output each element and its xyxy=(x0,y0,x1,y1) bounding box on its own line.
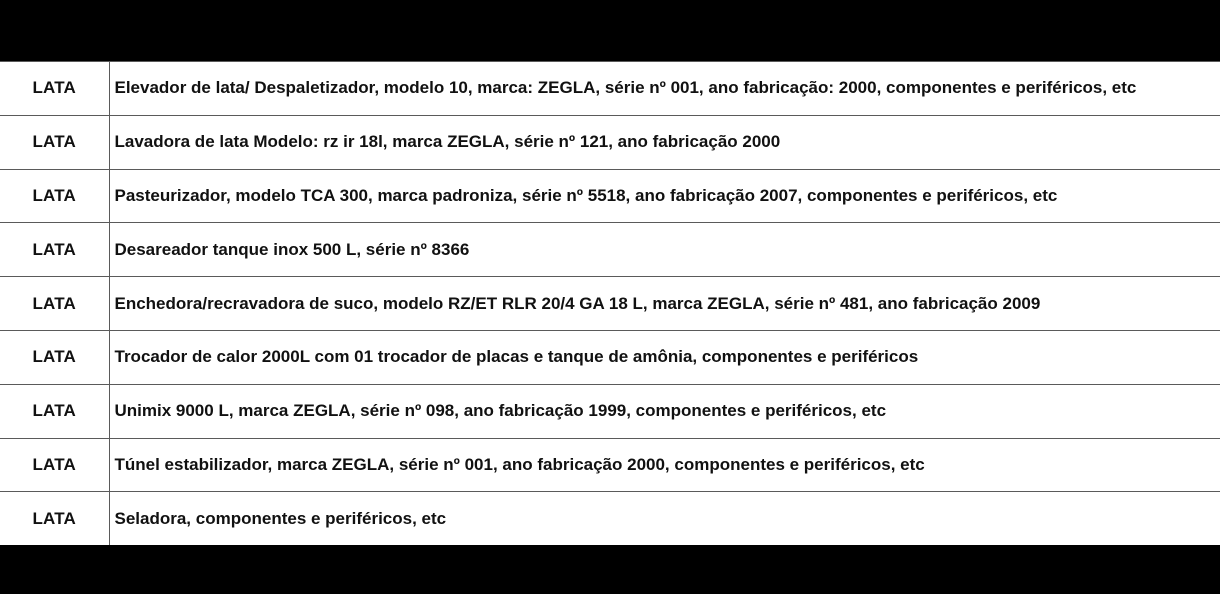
top-black-bar xyxy=(0,0,1220,61)
table-row xyxy=(0,223,1220,277)
table-row xyxy=(0,330,1220,384)
type-cell: LATA xyxy=(0,169,109,223)
table-row xyxy=(0,277,1220,331)
table-row xyxy=(0,115,1220,169)
equipment-table xyxy=(0,61,1220,545)
description-cell: Seladora, componentes e periféricos, etc xyxy=(114,509,447,529)
type-cell: LATA xyxy=(0,223,109,277)
equipment-table-sheet xyxy=(0,61,1220,545)
description-cell: Lavadora de lata Modelo: rz ir 18l, marca ZEGLA, série nº 121, ano fabricação 2000 xyxy=(109,115,1220,169)
type-cell: LATA xyxy=(0,62,109,116)
description-cell: Elevador de lata/ Despaletizador, modelo 10, marca: ZEGLA, série nº 001, ano fabricação: 2000, componentes e periféricos, etc xyxy=(109,62,1220,116)
table-row xyxy=(0,492,1220,545)
type-cell: LATA xyxy=(0,115,109,169)
description-cell: Enchedora/recravadora de suco, modelo RZ/ET RLR 20/4 GA 18 L, marca ZEGLA, série nº 481, ano fabricação 2009 xyxy=(109,277,1220,331)
type-cell: LATA xyxy=(0,277,109,331)
table-row xyxy=(0,62,1220,116)
description-cell: Trocador de calor 2000L com 01 trocador de placas e tanque de amônia, componentes e periféricos xyxy=(109,330,1220,384)
description-cell: Túnel estabilizador, marca ZEGLA, série nº 001, ano fabricação 2000, componentes e periféricos, etc xyxy=(109,438,1220,492)
bottom-black-bar xyxy=(0,545,1220,594)
type-cell: LATA xyxy=(0,438,109,492)
type-cell: LATA xyxy=(0,384,109,438)
type-cell: LATA xyxy=(0,492,109,545)
type-cell: LATA xyxy=(0,330,109,384)
description-cell: Unimix 9000 L, marca ZEGLA, série nº 098, ano fabricação 1999, componentes e periféricos, etc xyxy=(109,384,1220,438)
table-row xyxy=(0,169,1220,223)
table-row xyxy=(0,384,1220,438)
description-cell: Pasteurizador, modelo TCA 300, marca padroniza, série nº 5518, ano fabricação 2007, componentes e periféricos, etc xyxy=(109,169,1220,223)
description-cell: Desareador tanque inox 500 L, série nº 8366 xyxy=(109,223,1220,277)
table-row xyxy=(0,438,1220,492)
